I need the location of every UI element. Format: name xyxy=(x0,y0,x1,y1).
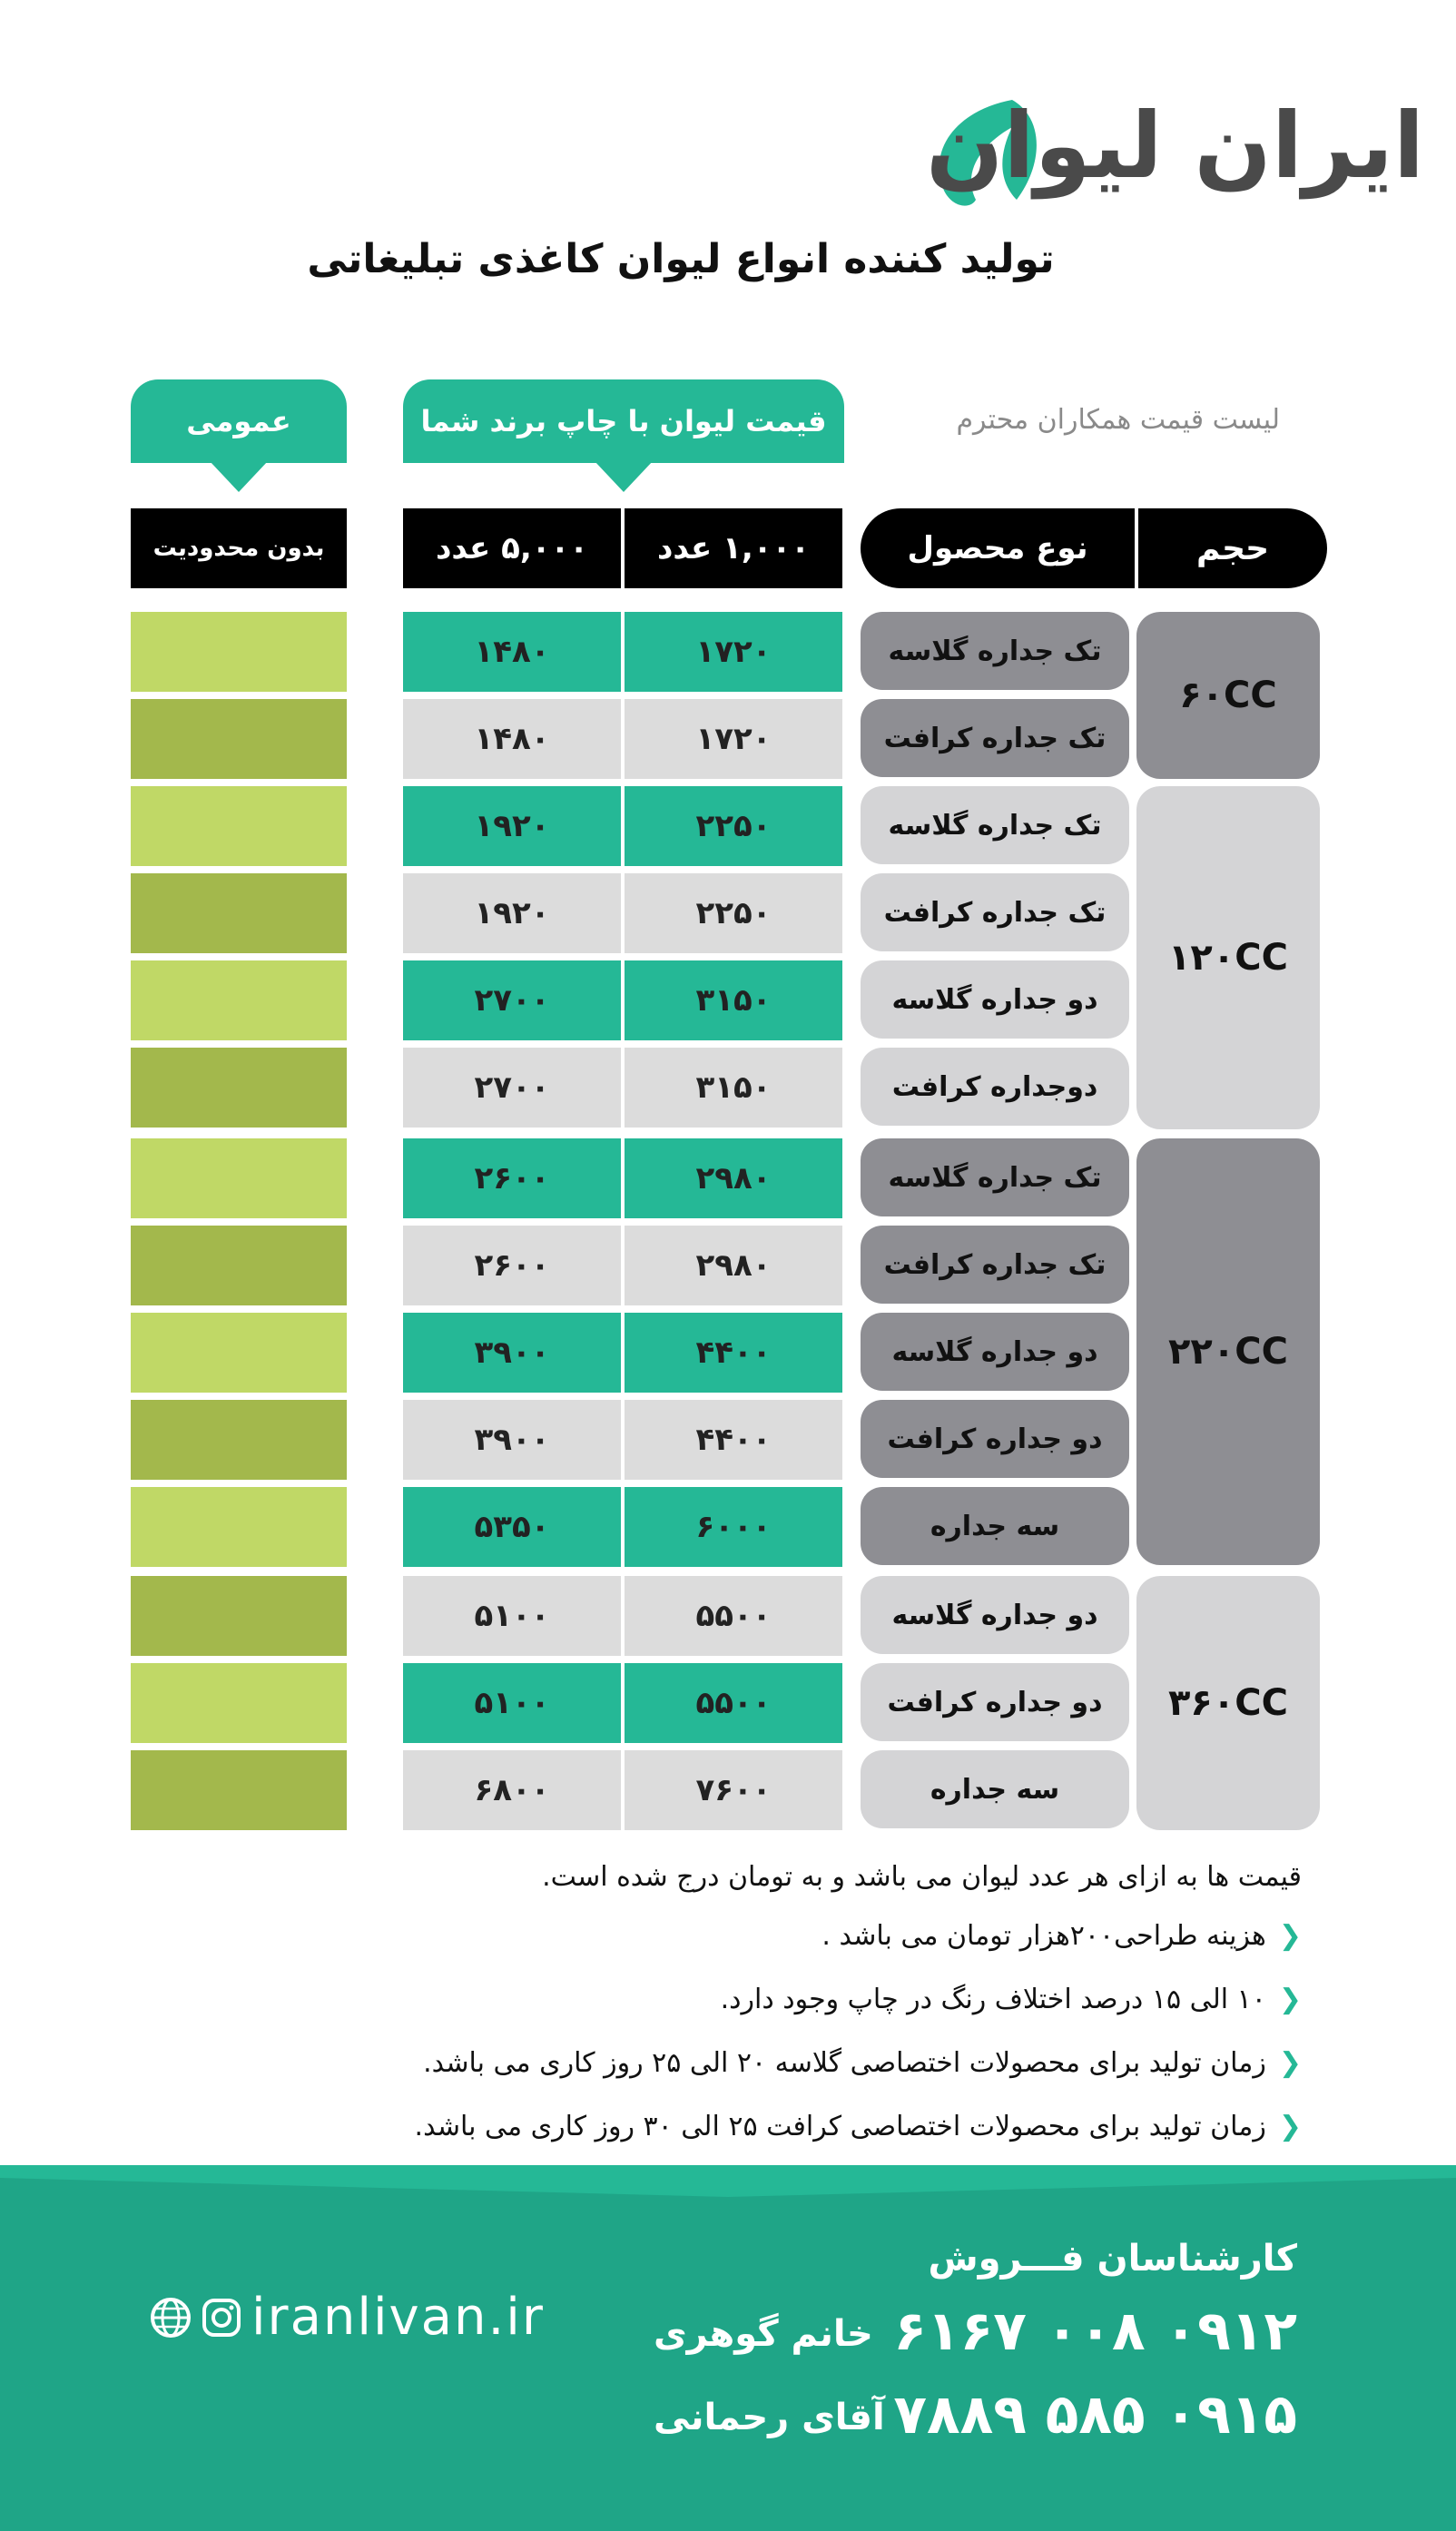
general-cell xyxy=(131,699,347,779)
general-cell xyxy=(131,1226,347,1305)
price-1000: ۷۶۰۰ xyxy=(625,1750,842,1830)
product-cell: تک جداره گلاسه xyxy=(861,1138,1129,1216)
sales-title: کارشناسان فـــروش xyxy=(928,2238,1297,2280)
phone-number[interactable]: ۰۹۱۵ ۵۸۵ ۷۸۸۹ xyxy=(893,2383,1297,2447)
price-5000: ۲۷۰۰ xyxy=(403,960,621,1040)
price-1000: ۴۴۰۰ xyxy=(625,1313,842,1393)
product-cell: دو جداره گلاسه xyxy=(861,1576,1129,1654)
product-cell: تک جداره کرافت xyxy=(861,699,1129,777)
chevron-icon: ❮ xyxy=(1278,2047,1302,2079)
price-5000: ۵۳۵۰ xyxy=(403,1487,621,1567)
price-5000: ۵۱۰۰ xyxy=(403,1576,621,1656)
price-5000: ۲۶۰۰ xyxy=(403,1226,621,1305)
price-1000: ۱۷۲۰ xyxy=(625,699,842,779)
general-cell xyxy=(131,1400,347,1480)
product-cell: دو جداره گلاسه xyxy=(861,960,1129,1039)
general-cell xyxy=(131,786,347,866)
note-item: ❮زمان تولید برای محصولات اختصاصی کرافت ۲۵ الی ۳۰ روز کاری می باشد. xyxy=(414,2111,1302,2142)
product-cell: دو جداره گلاسه xyxy=(861,1313,1129,1391)
price-5000: ۱۴۸۰ xyxy=(403,612,621,692)
brand-logo xyxy=(418,91,1425,218)
product-cell: سه جداره xyxy=(861,1487,1129,1565)
general-cell xyxy=(131,612,347,692)
price-5000: ۳۹۰۰ xyxy=(403,1313,621,1393)
header-qty-5000: ۵,۰۰۰ عدد xyxy=(403,508,621,588)
price-list-caption: لیست قیمت همکاران محترم xyxy=(956,404,1280,436)
notes-intro: قیمت ها به ازای هر عدد لیوان می باشد و به تومان درج شده است. xyxy=(542,1861,1302,1893)
tab-general-arrow xyxy=(210,461,268,492)
tab-general: عمومی xyxy=(131,379,347,463)
price-5000: ۱۹۲۰ xyxy=(403,873,621,953)
website-link[interactable]: iranlivan.ir xyxy=(251,2288,545,2347)
header-unlimited: بدون محدودیت xyxy=(131,508,347,588)
general-cell xyxy=(131,1048,347,1128)
price-1000: ۲۹۸۰ xyxy=(625,1138,842,1218)
general-cell xyxy=(131,1576,347,1656)
size-220cc: ۲۲۰CC xyxy=(1136,1138,1320,1565)
page-subtitle: تولید کننده انواع لیوان کاغذی تبلیغاتی xyxy=(307,236,1055,282)
note-item: ❮زمان تولید برای محصولات اختصاصی گلاسه ۲۰ الی ۲۵ روز کاری می باشد. xyxy=(423,2047,1302,2079)
general-cell xyxy=(131,1313,347,1393)
website-block xyxy=(150,2288,545,2347)
phone-number[interactable]: ۰۹۱۲ ۰۰۸ ۶۱۶۷ xyxy=(893,2300,1297,2363)
header-qty-1000: ۱,۰۰۰ عدد xyxy=(625,508,842,588)
general-cell xyxy=(131,1663,347,1743)
price-5000: ۵۱۰۰ xyxy=(403,1663,621,1743)
globe-icon xyxy=(150,2297,192,2339)
general-cell xyxy=(131,1138,347,1218)
general-cell xyxy=(131,1750,347,1830)
price-5000: ۲۶۰۰ xyxy=(403,1138,621,1218)
price-5000: ۶۸۰۰ xyxy=(403,1750,621,1830)
product-cell: تک جداره کرافت xyxy=(861,873,1129,951)
general-cell xyxy=(131,1487,347,1567)
header-product-type: نوع محصول xyxy=(861,508,1135,588)
size-120cc: ۱۲۰CC xyxy=(1136,786,1320,1129)
price-1000: ۳۱۵۰ xyxy=(625,1048,842,1128)
contact-name: آقای رحمانی xyxy=(654,2397,885,2438)
product-cell: دوجداره کرافت xyxy=(861,1048,1129,1126)
price-1000: ۱۷۲۰ xyxy=(625,612,842,692)
size-360cc: ۳۶۰CC xyxy=(1136,1576,1320,1830)
size-60cc: ۶۰CC xyxy=(1136,612,1320,779)
note-item: ❮هزینه طراحی۲۰۰هزار تومان می باشد . xyxy=(821,1920,1302,1952)
price-1000: ۴۴۰۰ xyxy=(625,1400,842,1480)
price-1000: ۲۹۸۰ xyxy=(625,1226,842,1305)
product-cell: دو جداره کرافت xyxy=(861,1400,1129,1478)
general-cell xyxy=(131,960,347,1040)
product-cell: تک جداره کرافت xyxy=(861,1226,1129,1304)
price-1000: ۶۰۰۰ xyxy=(625,1487,842,1567)
price-1000: ۲۲۵۰ xyxy=(625,786,842,866)
price-1000: ۲۲۵۰ xyxy=(625,873,842,953)
product-cell: سه جداره xyxy=(861,1750,1129,1828)
instagram-icon xyxy=(201,2297,242,2339)
brand-wordmark: ایران لیوان xyxy=(926,93,1425,199)
price-5000: ۳۹۰۰ xyxy=(403,1400,621,1480)
price-5000: ۲۷۰۰ xyxy=(403,1048,621,1128)
chevron-icon: ❮ xyxy=(1278,1984,1302,2015)
price-5000: ۱۴۸۰ xyxy=(403,699,621,779)
price-1000: ۵۵۰۰ xyxy=(625,1663,842,1743)
product-cell: دو جداره کرافت xyxy=(861,1663,1129,1741)
product-cell: تک جداره گلاسه xyxy=(861,786,1129,864)
header-size: حجم xyxy=(1138,508,1327,588)
tab-print-price: قیمت لیوان با چاپ برند شما xyxy=(403,379,844,463)
price-1000: ۵۵۰۰ xyxy=(625,1576,842,1656)
tab-print-arrow xyxy=(595,461,653,492)
note-item: ❮۱۰ الی ۱۵ درصد اختلاف رنگ در چاپ وجود دارد. xyxy=(720,1984,1302,2015)
chevron-icon: ❮ xyxy=(1278,2111,1302,2142)
chevron-icon: ❮ xyxy=(1278,1920,1302,1952)
product-cell: تک جداره گلاسه xyxy=(861,612,1129,690)
price-1000: ۳۱۵۰ xyxy=(625,960,842,1040)
price-5000: ۱۹۲۰ xyxy=(403,786,621,866)
general-cell xyxy=(131,873,347,953)
contact-name: خانم گوهری xyxy=(654,2313,873,2355)
